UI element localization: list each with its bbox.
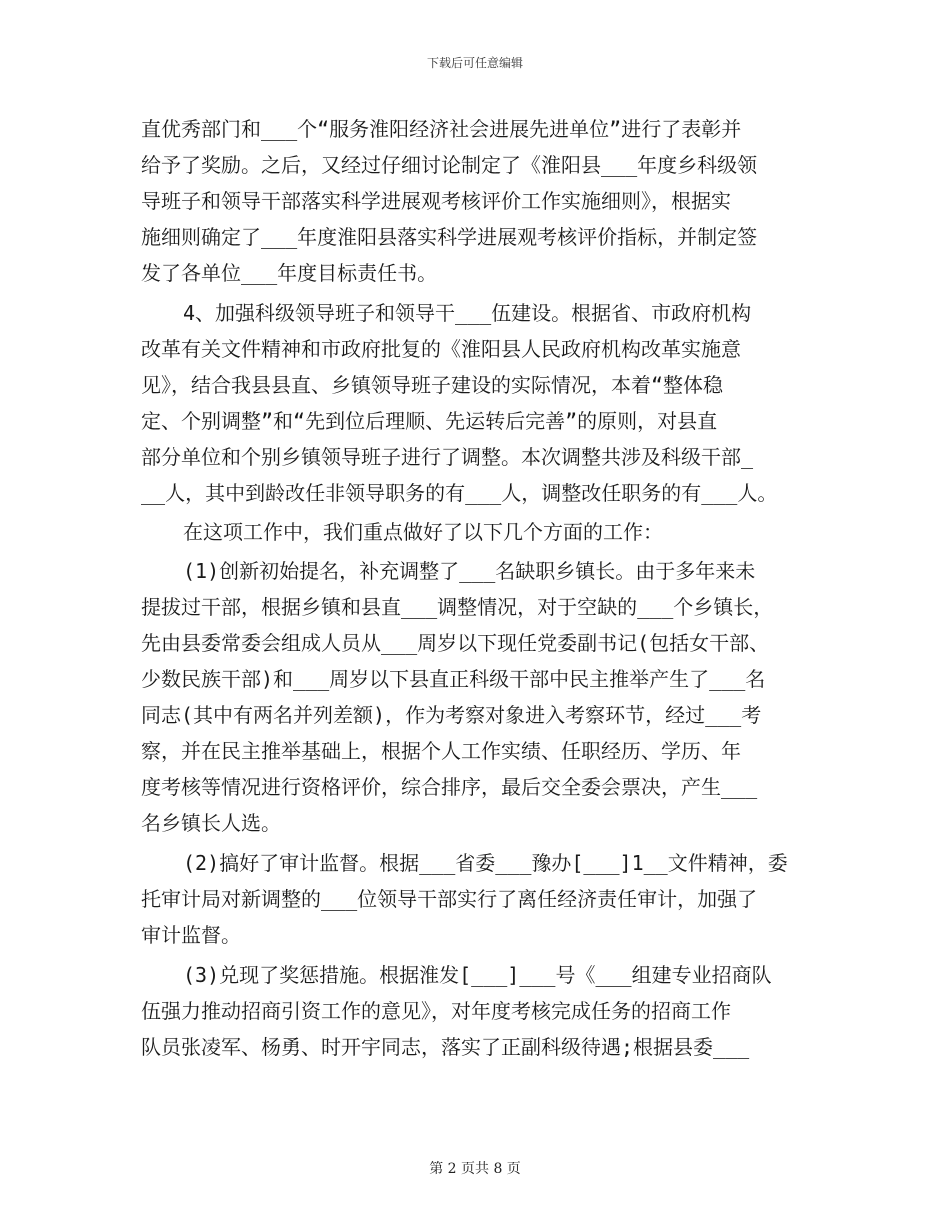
text-line: 名乡镇长人选。 (141, 811, 281, 835)
text-line: 部分单位和个别乡镇领导班子进行了调整。本次调整共涉及科级干部_ (141, 445, 754, 469)
text-line: 在这项工作中，我们重点做好了以下几个方面的工作： (183, 520, 663, 544)
text-line: __人，其中到龄改任非领导职务的有___人，调整改任职务的有___人。 (141, 481, 778, 505)
text-line: 同志(其中有两名并列差额)，作为考察对象进入考察环节，经过___考 (141, 703, 762, 727)
text-line: 伍强力推动招商引资工作的意见》，对年度考核完成任务的招商工作 (141, 999, 731, 1023)
text-line: 施细则确定了___年度淮阳县落实科学进展观考核评价指标，并制定签 (141, 225, 758, 249)
text-line: 队员张凌军、杨勇、时开宇同志，落实了正副科级待遇;根据县委___ (141, 1035, 750, 1059)
text-line: 定、个别调整”和“先到位后理顺、先运转后完善”的原则，对县直 (141, 409, 718, 433)
text-line: 见》，结合我县县直、乡镇领导班子建设的实际情况，本着“整体稳 (141, 373, 724, 397)
text-line: 提拔过干部，根据乡镇和县直___调整情况，对于空缺的___个乡镇长， (141, 595, 774, 619)
page-footer: 第 2 页共 8 页 (429, 1161, 521, 1177)
text-line: (2)搞好了审计监督。根据___省委___豫办[___]1__文件精神，委 (183, 851, 788, 875)
text-line: 察，并在民主推举基础上，根据个人工作实绩、任职经历、学历、年 (141, 739, 741, 763)
text-line: 给予了奖励。之后，又经过仔细讨论制定了《淮阳县___年度乡科级领 (141, 153, 758, 177)
page-header: 下载后可任意编辑 (426, 56, 523, 70)
text-line: 度考核等情况进行资格评价，综合排序，最后交全委会票决，产生___ (141, 775, 758, 799)
text-line: 先由县委常委会组成人员从___周岁以下现任党委副书记(包括女干部、 (141, 631, 770, 655)
text-line: 少数民族干部)和___周岁以下县直正科级干部中民主推举产生了___名 (141, 667, 766, 691)
text-line: 改革有关文件精神和市政府批复的《淮阳县人民政府机构改革实施意 (141, 337, 741, 361)
text-line: 审计监督。 (141, 923, 241, 947)
text-line: 托审计局对新调整的___位领导干部实行了离任经济责任审计，加强了 (141, 887, 758, 911)
text-line: 直优秀部门和___个“服务淮阳经济社会进展先进单位”进行了表彰并 (141, 117, 742, 141)
text-line: 4、加强科级领导班子和领导干___伍建设。根据省、市政府机构 (183, 301, 752, 325)
text-line: 导班子和领导干部落实科学进展观考核评价工作实施细则》，根据实 (141, 189, 731, 213)
text-line: (3)兑现了奖惩措施。根据淮发[___]___号《___组建专业招商队 (183, 963, 772, 987)
text-line: 发了各单位___年度目标责任书。 (141, 261, 438, 285)
text-line: (1)创新初始提名，补充调整了___名缺职乡镇长。由于多年来未 (183, 559, 756, 583)
